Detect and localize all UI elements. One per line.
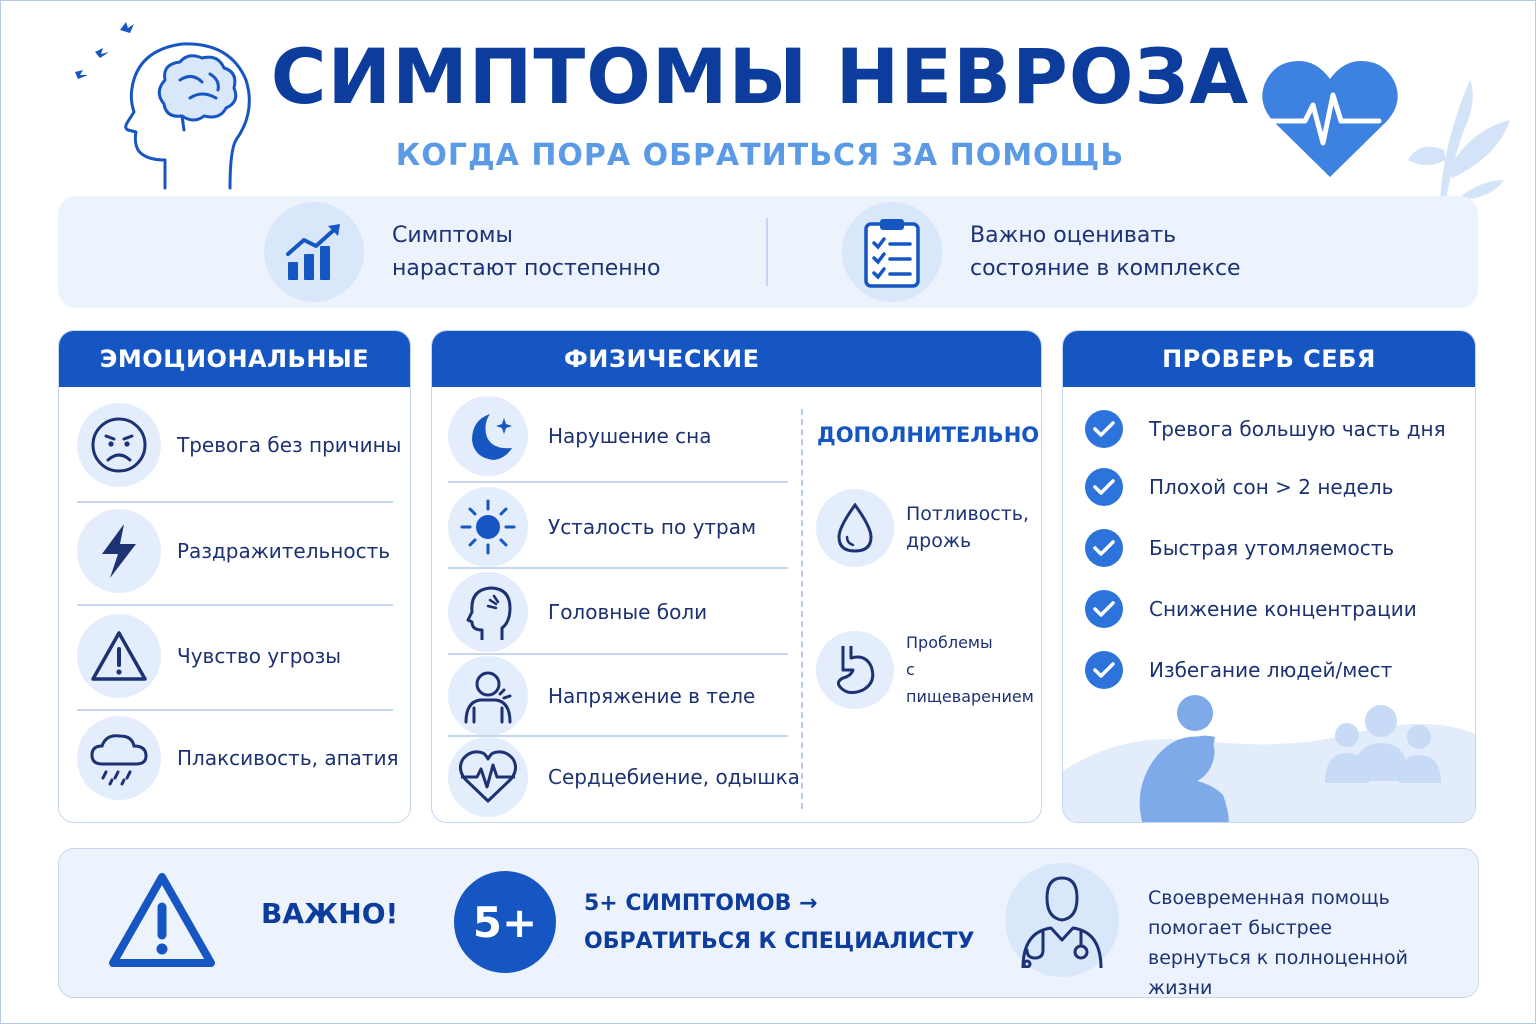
extra-item [816,489,1042,567]
help-line: помогает быстрее [1148,917,1333,939]
checklist-item-label: Быстрая утомляемость [1149,536,1395,560]
extra-item-line: Потливость, [906,503,1030,525]
extra-item-label [906,501,1029,555]
physical-item-label: Нарушение сна [548,424,712,448]
lightning-icon [77,509,161,593]
divider [77,501,393,503]
emotional-item [77,509,393,593]
moon-icon [448,396,528,476]
checklist-item [1085,590,1417,628]
specialist-call [584,885,974,961]
head-pain-icon [448,572,528,652]
rain-cloud-icon [77,716,161,800]
physical-item [448,572,788,652]
emotional-item [77,614,393,698]
info-complex-line2: состояние в комплексе [970,256,1241,281]
physical-title: ФИЗИЧЕСКИЕ [432,331,1041,387]
checklist-item-label: Снижение концентрации [1149,597,1417,621]
check-icon [1085,590,1123,628]
checklist-item-label: Тревога большую часть дня [1149,417,1446,441]
info-gradual-line1: Симптомы [392,223,513,248]
drop-icon [816,489,894,567]
extra-item-line: дрожь [906,530,972,552]
physical-item [448,737,800,817]
checklist-item [1085,468,1393,506]
check-icon [1085,529,1123,567]
extra-item-label [906,629,1042,710]
check-icon [1085,468,1123,506]
page-title: СИМПТОМЫ НЕВРОЗА [270,32,1250,121]
info-bar [58,196,1478,308]
physical-item-label: Сердцебиение, одышка [548,765,800,789]
divider [448,481,788,483]
checklist-item [1085,410,1446,448]
physical-item-label: Усталость по утрам [548,515,757,539]
warning-icon [107,871,217,971]
physical-item [448,656,788,736]
heart-pulse-icon [1255,55,1405,185]
physical-item [448,396,788,476]
five-plus-badge: 5+ [454,871,556,973]
emotional-item-label: Чувство угрозы [177,644,342,668]
extra-title: ДОПОЛНИТЕЛЬНО [817,423,1040,447]
physical-card [431,330,1042,823]
checklist-card [1062,330,1476,823]
stomach-icon [816,631,894,709]
emotional-item [77,716,399,800]
head-brain-icon [70,20,270,190]
specialist-line2: ОБРАТИТЬСЯ К СПЕЦИАЛИСТУ [584,929,975,954]
help-text [1148,883,1478,1003]
checklist-title: ПРОВЕРЬ СЕБЯ [1063,331,1475,387]
emotional-item-label: Плаксивость, апатия [177,746,399,770]
page-subtitle: КОГДА ПОРА ОБРАТИТЬСЯ ЗА ПОМОЩЬ [395,138,1125,173]
physical-item-label: Головные боли [548,600,708,624]
warning-icon [77,614,161,698]
physical-item-label: Напряжение в теле [548,684,756,708]
sun-icon [448,487,528,567]
bottom-bar [58,848,1479,998]
heart-pulse-icon [448,737,528,817]
sad-face-icon [77,403,161,487]
leaves-icon [1400,60,1515,200]
checklist-item-label: Избегание людей/мест [1149,658,1393,682]
extra-item-line: Проблемы [906,633,993,652]
divider [77,709,393,711]
emotional-item-label: Раздражительность [177,539,391,563]
help-line: Своевременная помощь [1148,887,1390,909]
sad-person-illustration [1063,691,1476,823]
divider [77,604,393,606]
emotional-item-label: Тревога без причины [177,433,402,457]
extra-item [816,629,1042,710]
clipboard-checklist-icon [842,202,942,302]
dashed-divider [801,409,803,809]
important-label: ВАЖНО! [261,897,399,930]
physical-item [448,487,788,567]
emotional-card [58,330,411,823]
info-gradual-line2: нарастают постепенно [392,256,661,281]
info-complex [842,204,1300,300]
emotional-item [77,403,402,487]
doctor-icon [1005,863,1119,977]
info-complex-line1: Важно оценивать [970,223,1177,248]
extra-item-line: с пищеварением [906,660,1034,706]
tense-body-icon [448,656,528,736]
checklist-item [1085,651,1392,689]
help-line: вернуться к полноценной жизни [1148,947,1408,999]
growth-chart-icon [264,202,364,302]
info-gradual [264,204,722,300]
info-divider [766,218,768,286]
emotional-title: ЭМОЦИОНАЛЬНЫЕ [59,331,410,387]
divider [448,567,788,569]
check-icon [1085,651,1123,689]
checklist-item [1085,529,1394,567]
checklist-item-label: Плохой сон > 2 недель [1149,475,1394,499]
divider [448,653,788,655]
check-icon [1085,410,1123,448]
specialist-line1: 5+ СИМПТОМОВ → [584,891,818,916]
